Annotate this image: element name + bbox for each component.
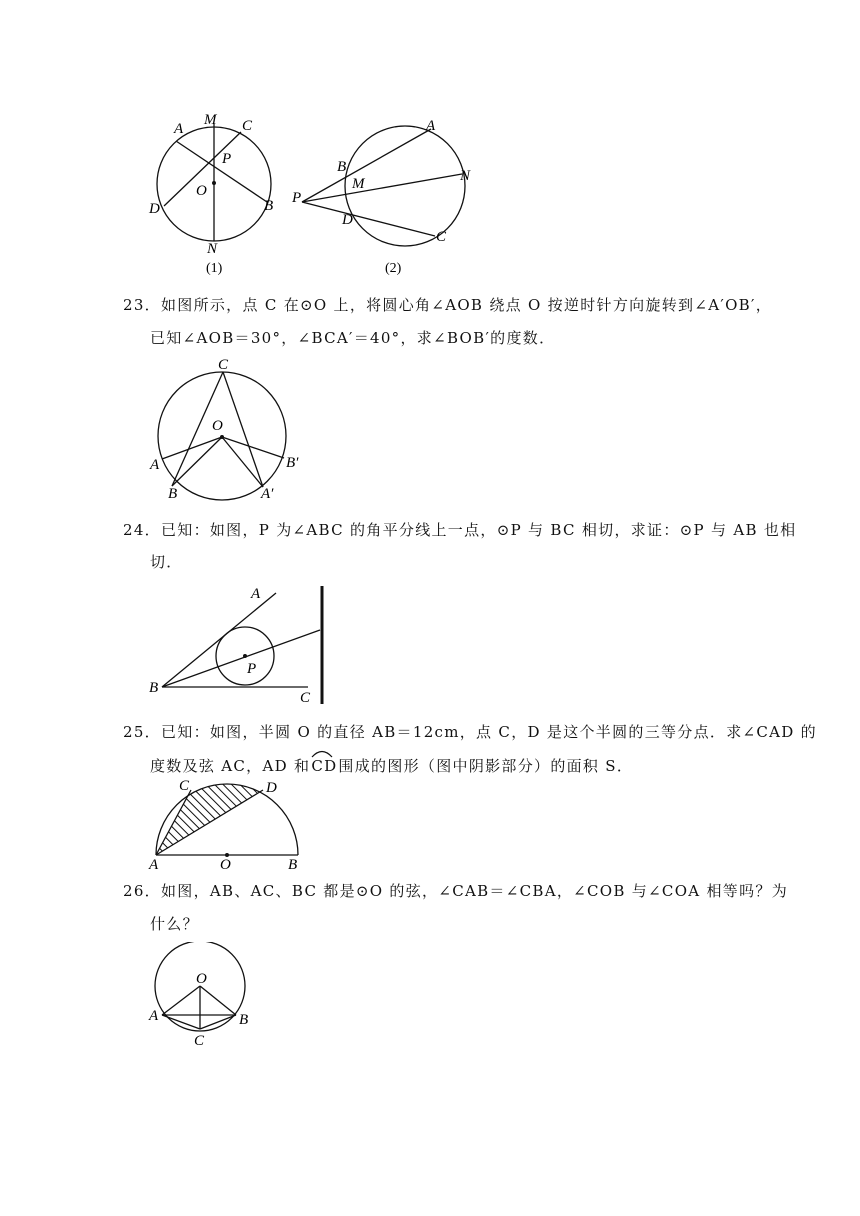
arc-cd-label: CD [311,757,338,775]
figure-q25 [146,776,306,872]
label-C: C [218,357,229,373]
arc-cd [310,757,338,775]
q24-line2: 切． [150,553,183,571]
label-O: O [212,418,223,434]
label-O: O [196,971,207,987]
label-O: O [196,183,207,199]
caption-2: (2) [385,261,402,276]
label-P: P [247,661,257,677]
label-A: A [251,586,261,602]
figure-q26 [148,942,258,1048]
figure-q23 [148,356,308,502]
q25-line2-part2: 围成的图形（图中阴影部分）的面积 S． [338,757,634,775]
label-N: N [207,241,218,257]
label-B: B [264,198,274,214]
caption-1: (1) [206,261,223,276]
label-A-prime: A′ [261,486,274,502]
label-B: B [168,486,178,502]
q26-line1: 26．如图，AB、AC、BC 都是⊙O 的弦，∠CAB＝∠CBA，∠COB 与∠COA 相等吗？为 [123,882,789,900]
label-C2: C [436,229,447,245]
label-O: O [220,857,231,872]
label-C: C [194,1033,205,1048]
label-A: A [150,457,160,473]
label-D: D [266,780,277,796]
label-M2: M [352,176,365,192]
label-P2: P [292,190,302,206]
q25-line1: 25．已知：如图，半圆 O 的直径 AB＝12cm，点 C，D 是这个半圆的三等分点．求∠CAD 的 [123,723,817,741]
label-B2: B [337,159,347,175]
q25-line2-part1: 度数及弦 AC，AD 和 [150,757,311,775]
figure-q22 [148,110,473,276]
label-N2: N [460,168,471,184]
label-C: C [300,690,311,705]
label-B: B [239,1012,249,1028]
label-A: A [174,121,184,137]
figure-q24 [148,583,326,705]
label-D: D [149,201,160,217]
label-A: A [149,1008,159,1024]
q23-line1: 23．如图所示，点 C 在⊙O 上，将圆心角∠AOB 绕点 O 按逆时针方向旋转到∠A′OB′， [123,296,772,314]
label-B: B [288,857,298,872]
q24-line1: 24．已知：如图，P 为∠ABC 的角平分线上一点，⊙P 与 BC 相切，求证：⊙P 与 AB 也相 [123,521,797,539]
label-A2: A [426,118,436,134]
label-B-prime: B′ [286,455,299,471]
label-M: M [204,112,217,128]
label-C: C [179,778,190,794]
label-P: P [222,151,232,167]
label-C: C [242,118,253,134]
q26-line2: 什么？ [150,915,199,933]
label-D2: D [342,212,353,228]
label-B: B [149,680,159,696]
q25-line2 [150,755,633,776]
q23-line2: 已知∠AOB＝30°，∠BCA′＝40°，求∠BOB′的度数． [150,329,556,347]
label-A: A [149,857,159,872]
